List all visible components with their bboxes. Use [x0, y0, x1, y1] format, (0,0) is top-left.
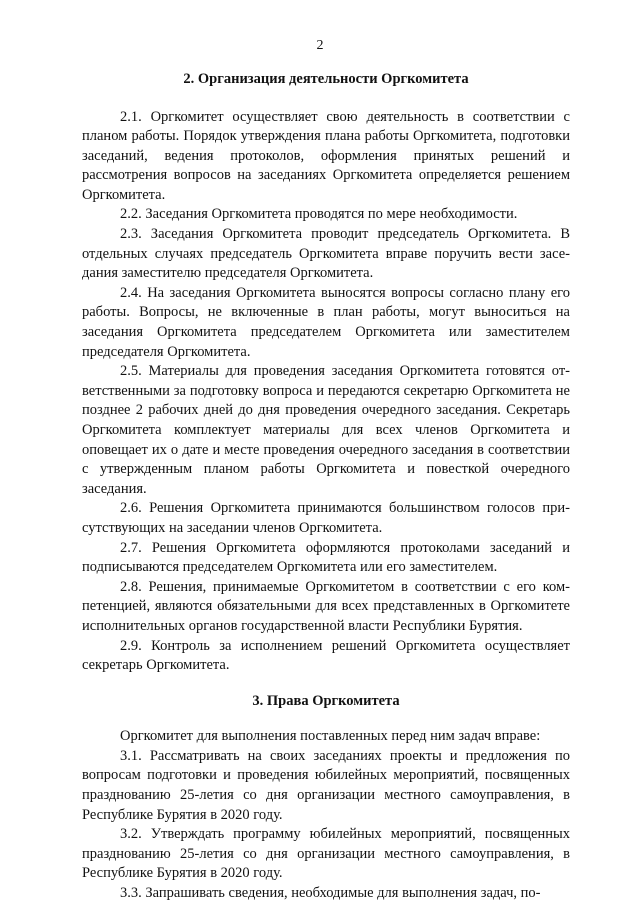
document-body [82, 70, 570, 904]
paragraph-2-6: 2.6. Решения Оргкомитета принимаются большинством голосов присутствующих на заседании членов Оргкомитета. [82, 500, 570, 536]
paragraph-2-2: 2.2. Заседания Оргкомитета проводятся по мере необходимости. [120, 206, 518, 223]
paragraph-2-1: 2.1. Оргкомитет осуществляет свою деятельность в соответствии с планом работы. Порядок утверждения плана работы Оргкомитета, подготовки заседаний, ведения протоколов, оформления принятых решений и рассмотрения вопросов на заседаниях Оргкомитета определяется решением Оргкомитета. [82, 108, 570, 203]
paragraph-2-5: 2.5. Материалы для проведения заседания Оргкомитета готовятся ответственными за подготовку вопроса и передаются секретарю Оргкомитета не позднее 2 рабочих дней до дня проведения очередного заседания. Секретарь Оргкомитета комплектует материалы для всех членов Оргкомитета и оповещает их о дате и месте проведения очередного заседания в соответствии с утвержденным планом работы Оргкомитета и повесткой очередного заседания. [82, 363, 570, 497]
section-3-title: 3. Права Оргкомитета [252, 692, 400, 709]
page-number: 2 [316, 38, 324, 53]
paragraph-2-3: 2.3. Заседания Оргкомитета проводит председатель Оргкомитета. В отдельных случаях председатель Оргкомитета вправе поручить вести заседания заместителю председателя Оргкомитета. [82, 226, 570, 282]
paragraph-2-4: 2.4. На заседания Оргкомитета выносятся вопросы согласно плану его работы. Вопросы, не включенные в план работы, могут выноситься на заседания Оргкомитета председателем Оргкомитета или заместителем председателя Оргкомитета. [82, 284, 570, 360]
section-3-intro: Оргкомитет для выполнения поставленных перед ним задач вправе: [120, 728, 541, 745]
paragraph-3-2: 3.2. Утверждать программу юбилейных мероприятий, посвященных празднованию 25-летия со дня организации местного самоуправления, в Республике Бурятия в 2020 году. [82, 826, 570, 882]
section-2-title: 2. Организация деятельности Оргкомитета [183, 71, 469, 87]
paragraph-2-7: 2.7. Решения Оргкомитета оформляются протоколами заседаний и подписываются председателем Оргкомитета или его заместителем. [82, 539, 570, 576]
paragraph-2-8: 2.8. Решения, принимаемые Оргкомитетом в соответствии с его компетенцией, являются обязательными для всех представленных в Оргкомитете исполнительных органов государственной власти Республики Бурятия. [82, 578, 570, 634]
paragraph-3-1: 3.1. Рассматривать на своих заседаниях проекты и предложения по вопросам подготовки и проведения юбилейных мероприятий, посвященных празднованию 25-летия со дня организации местного самоуправления, в Республике Бурятия в 2020 году. [82, 747, 570, 823]
paragraph-2-9: 2.9. Контроль за исполнением решений Оргкомитета осуществляет секретарь Оргкомитета. [82, 637, 570, 674]
paragraph-3-3: 3.3. Запрашивать сведения, необходимые для выполнения задач, по- [120, 884, 541, 901]
